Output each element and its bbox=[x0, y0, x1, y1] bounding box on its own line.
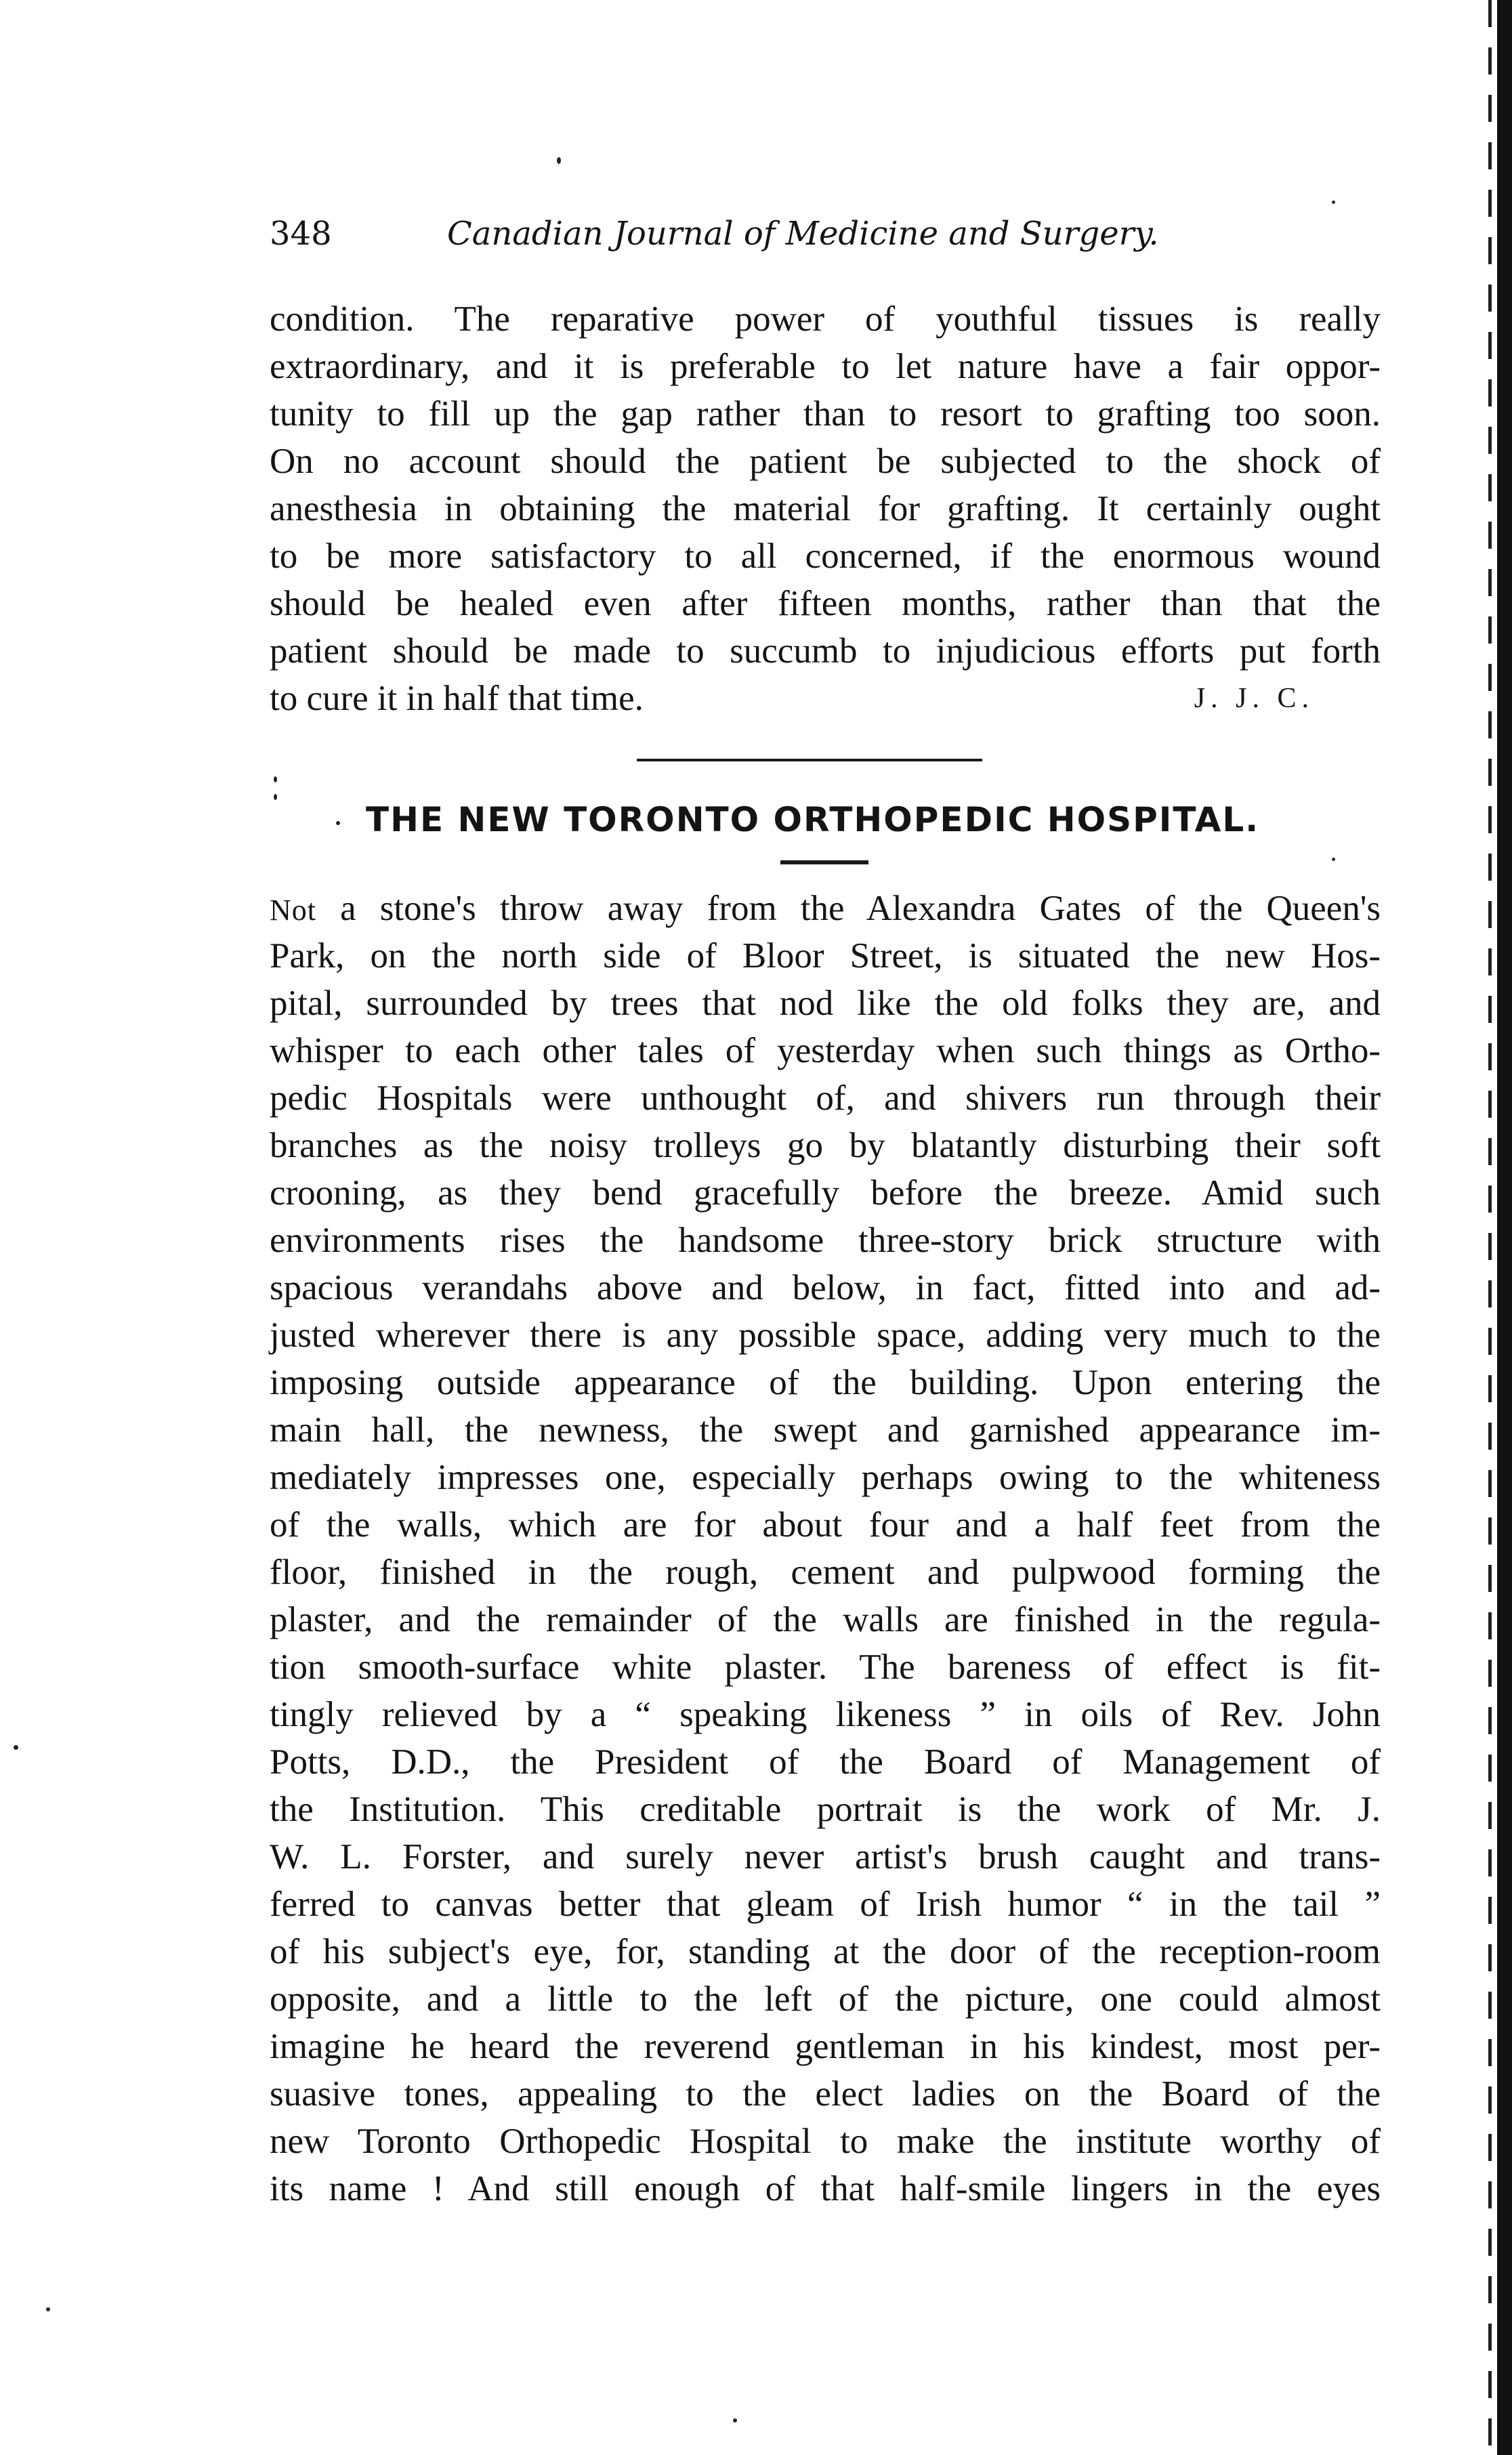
text-line: imagine he heard the reverend gentleman in his kindest, most per- bbox=[270, 2027, 1381, 2066]
text-line: suasive tones, appealing to the elect ladies on the Board of the bbox=[270, 2074, 1381, 2114]
text-line: the Institution. This creditable portrait is the work of Mr. J. bbox=[270, 1790, 1381, 1829]
text-line: condition. The reparative power of youthful tissues is really bbox=[270, 299, 1381, 339]
text-line: opposite, and a little to the left of the picture, one could almost bbox=[270, 1979, 1381, 2019]
section-divider-rule bbox=[637, 759, 982, 761]
text-line: justed wherever there is any possible space, adding very much to the bbox=[270, 1316, 1381, 1355]
text-line: of his subject's eye, for, standing at the door of the reception-room bbox=[270, 1932, 1381, 1971]
journal-title: Canadian Journal of Medicine and Surgery. bbox=[447, 215, 1159, 253]
print-speck bbox=[46, 2307, 50, 2311]
text-line: tion smooth-surface white plaster. The bareness of effect is fit- bbox=[270, 1648, 1381, 1687]
text-line: its name ! And still enough of that half-smile lingers in the eyes bbox=[270, 2169, 1381, 2208]
text-line: Park, on the north side of Bloor Street, is situated the new Hos- bbox=[270, 936, 1381, 975]
article-body bbox=[270, 885, 1381, 2212]
print-speck bbox=[1332, 201, 1335, 204]
print-speck bbox=[733, 2418, 737, 2422]
text-line: crooning, as they bend gracefully before the breeze. Amid such bbox=[270, 1173, 1381, 1213]
text-line: imposing outside appearance of the building. Upon entering the bbox=[270, 1363, 1381, 1402]
previous-article-ending bbox=[270, 295, 1381, 722]
text-line: of the walls, which are for about four and a half feet from the bbox=[270, 1505, 1381, 1545]
text-line: spacious verandahs above and below, in fact, fitted into and ad- bbox=[270, 1268, 1381, 1307]
running-header bbox=[270, 203, 1286, 264]
text-line: should be healed even after fifteen months, rather than that the bbox=[270, 584, 1381, 623]
text-line: tingly relieved by a “ speaking likeness ” in oils of Rev. John bbox=[270, 1695, 1381, 1734]
text-line: ferred to canvas better that gleam of Irish humor “ in the tail ” bbox=[270, 1885, 1381, 1924]
print-speck bbox=[274, 776, 277, 782]
closing-sentence: to cure it in half that time. bbox=[270, 679, 644, 718]
page-number: 348 bbox=[270, 215, 332, 253]
text-line: whisper to each other tales of yesterday when such things as Ortho- bbox=[270, 1031, 1381, 1070]
text-line: new Toronto Orthopedic Hospital to make the institute worthy of bbox=[270, 2122, 1381, 2161]
text-line: Potts, D.D., the President of the Board of Management of bbox=[270, 1742, 1381, 1782]
author-initials: J. J. C. bbox=[1194, 683, 1314, 714]
text-line: W. L. Forster, and surely never artist's brush caught and trans- bbox=[270, 1837, 1381, 1876]
title-underline-rule bbox=[780, 860, 868, 864]
print-speck bbox=[14, 1745, 18, 1750]
print-speck bbox=[1332, 858, 1335, 861]
text-line: environments rises the handsome three-story brick structure with bbox=[270, 1221, 1381, 1260]
text-line: tunity to fill up the gap rather than to resort to grafting too soon. bbox=[270, 394, 1381, 434]
print-speck bbox=[274, 794, 277, 800]
text-line bbox=[270, 885, 1381, 932]
opening-line-text: a stone's throw away from the Alexandra Gates of the Queen's bbox=[316, 889, 1381, 928]
binding-shadow bbox=[1488, 0, 1492, 2455]
text-line: pital, surrounded by trees that nod like the old folks they are, and bbox=[270, 984, 1381, 1023]
text-line: main hall, the newness, the swept and garnished appearance im- bbox=[270, 1410, 1381, 1450]
print-speck bbox=[557, 157, 561, 164]
print-speck bbox=[336, 821, 340, 825]
text-line: On no account should the patient be subjected to the shock of bbox=[270, 442, 1381, 481]
text-line: floor, finished in the rough, cement and pulpwood forming the bbox=[270, 1553, 1381, 1592]
article-title: THE NEW TORONTO ORTHOPEDIC HOSPITAL. bbox=[366, 800, 1260, 839]
text-line: extraordinary, and it is preferable to let nature have a fair oppor- bbox=[270, 347, 1381, 386]
text-line: patient should be made to succumb to injudicious efforts put forth bbox=[270, 631, 1381, 671]
text-line: to be more satisfactory to all concerned, if the enormous wound bbox=[270, 537, 1381, 576]
text-line: plaster, and the remainder of the walls are finished in the regula- bbox=[270, 1600, 1381, 1639]
text-line: branches as the noisy trolleys go by blatantly disturbing their soft bbox=[270, 1126, 1381, 1165]
text-line: mediately impresses one, especially perhaps owing to the whiteness bbox=[270, 1458, 1381, 1497]
opening-word: Not bbox=[270, 894, 316, 927]
binding-edge bbox=[1497, 0, 1512, 2455]
text-line: anesthesia in obtaining the material for grafting. It certainly ought bbox=[270, 489, 1381, 528]
text-line bbox=[270, 675, 1381, 722]
text-line: pedic Hospitals were unthought of, and shivers run through their bbox=[270, 1078, 1381, 1118]
